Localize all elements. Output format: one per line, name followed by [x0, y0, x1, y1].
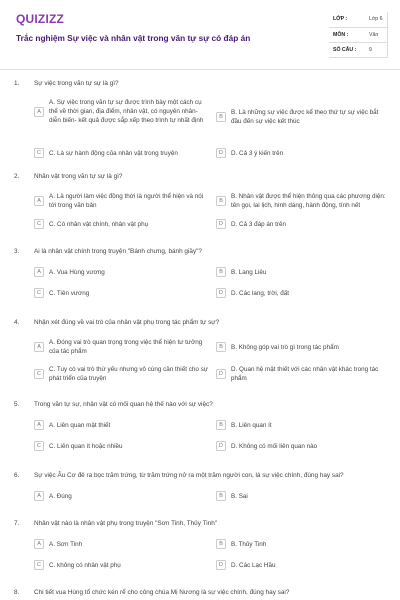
- option-a[interactable]: [34, 98, 209, 125]
- option-letter: A: [34, 539, 44, 549]
- question-number: 7.: [14, 520, 20, 527]
- option-letter: A: [34, 420, 44, 430]
- question-text: Nhân vật nào là nhân vật phụ trong truyện "Sơn Tinh, Thủy Tinh": [34, 520, 218, 527]
- option-text: A. Là người làm việc đồng thời là người thể hiện và nói tới trong văn bản: [49, 193, 204, 210]
- option-b[interactable]: [216, 108, 388, 126]
- question-number: 1.: [14, 80, 20, 87]
- option-d[interactable]: [216, 219, 388, 229]
- option-text: C. Liên quan ít hoặc nhiều: [49, 442, 123, 450]
- question-number: 2.: [14, 173, 20, 180]
- option-letter: D: [216, 288, 226, 298]
- option-letter: A: [34, 107, 44, 117]
- option-text: B. Lang Liêu: [231, 268, 267, 276]
- meta-row-count: [329, 43, 388, 59]
- question-number: 5.: [14, 401, 20, 408]
- option-text: C. không có nhân vật phụ: [49, 561, 121, 569]
- option-text: A. Vua Hùng vương: [49, 268, 105, 276]
- option-letter: D: [216, 560, 226, 570]
- meta-value: Văn: [369, 31, 379, 38]
- option-text: B. Là những sự việc được kể theo thứ tự sự việc bắt đầu đến sự việc kết thúc: [231, 109, 379, 126]
- option-text: C. Có nhân vật chính, nhân vật phụ: [49, 220, 149, 228]
- question-number: 6.: [14, 472, 20, 479]
- option-a[interactable]: [34, 420, 209, 430]
- option-a[interactable]: [34, 192, 209, 210]
- option-d[interactable]: [216, 365, 388, 383]
- option-text: A. Sơn Tinh: [49, 540, 83, 548]
- option-text: B. Nhân vật được thể hiện thông qua các phương diện: tên gọi, lai lịch, hình dáng, hành động, tính nết: [231, 193, 386, 210]
- question-number: 3.: [14, 248, 20, 255]
- question-text: Nhận xét đúng về vai trò của nhân vật phụ trong tác phẩm tự sự?: [34, 319, 220, 326]
- option-d[interactable]: [216, 560, 388, 570]
- option-text: A. Sự việc trong văn tự sự được trình bày một cách cụ thể về thời gian, địa điểm, nhân vật, có nguyên nhân- diễn biến- kết quả được sắp xếp theo trình tự nhất định: [49, 99, 204, 125]
- option-letter: A: [34, 267, 44, 277]
- option-letter: B: [216, 342, 226, 352]
- option-c[interactable]: [34, 365, 209, 383]
- option-text: C. Tuy có vai trò thứ yếu nhưng vô cùng cần thiết cho sự phát triển của truyện: [49, 366, 208, 383]
- question-number: 8.: [14, 589, 20, 596]
- option-letter: C: [34, 148, 44, 158]
- meta-value: 9: [369, 47, 372, 53]
- quizizz-logo: QUIZIZZ: [16, 12, 65, 26]
- option-letter: A: [34, 491, 44, 501]
- question-number: 4.: [14, 319, 20, 326]
- meta-info: [329, 12, 388, 59]
- option-text: D. Các lang, trời, đất: [231, 289, 290, 297]
- option-text: A. Đúng: [49, 492, 72, 500]
- option-letter: C: [34, 288, 44, 298]
- option-text: C. Là sự hành động của nhân vật trong truyện: [49, 149, 178, 157]
- meta-label: LỚP :: [333, 16, 348, 22]
- option-letter: B: [216, 196, 226, 206]
- option-a[interactable]: [34, 491, 209, 501]
- option-b[interactable]: [216, 192, 388, 210]
- option-c[interactable]: [34, 560, 209, 570]
- meta-row-subject: [329, 28, 388, 44]
- meta-row-grade: [329, 12, 388, 28]
- option-letter: D: [216, 441, 226, 451]
- option-b[interactable]: [216, 342, 388, 352]
- meta-value: Lớp 6: [369, 16, 383, 22]
- question-text: Sự việc Âu Cơ đẻ ra bọc trăm trứng, từ trăm trứng nở ra một trăm người con, là sự việc chính, đúng hay sai?: [34, 472, 344, 479]
- page-title: Trắc nghiệm Sự việc và nhân vật trong văn tự sự có đáp án: [16, 33, 251, 43]
- question-text: Ai là nhân vật chính trong truyện "Bánh chưng, bánh giầy"?: [34, 248, 202, 255]
- option-a[interactable]: [34, 267, 209, 277]
- option-text: B. Thủy Tinh: [231, 540, 267, 548]
- page-header: [0, 0, 400, 72]
- option-letter: B: [216, 112, 226, 122]
- meta-label: MÔN :: [333, 31, 349, 38]
- meta-label: SỐ CÂU :: [333, 47, 357, 53]
- option-letter: B: [216, 267, 226, 277]
- option-letter: C: [34, 441, 44, 451]
- option-b[interactable]: [216, 420, 388, 430]
- option-c[interactable]: [34, 441, 209, 451]
- option-text: A. Liên quan mật thiết: [49, 421, 111, 429]
- option-letter: B: [216, 420, 226, 430]
- option-a[interactable]: [34, 338, 209, 356]
- option-letter: A: [34, 196, 44, 206]
- option-letter: D: [216, 148, 226, 158]
- option-a[interactable]: [34, 539, 209, 549]
- option-text: D. Cả 3 đáp án trên: [231, 220, 286, 228]
- option-c[interactable]: [34, 148, 209, 158]
- option-b[interactable]: [216, 267, 388, 277]
- option-letter: C: [34, 219, 44, 229]
- option-text: C. Tiên vương: [49, 289, 90, 297]
- option-letter: A: [34, 342, 44, 352]
- question-text: Nhân vật trong văn tự sự là gì?: [34, 173, 123, 180]
- option-text: B. Liên quan ít: [231, 421, 272, 429]
- header-divider: [0, 69, 400, 70]
- option-text: D. Cả 3 ý kiến trên: [231, 149, 284, 157]
- option-text: D. Các Lạc Hầu: [231, 561, 276, 569]
- option-b[interactable]: [216, 539, 388, 549]
- question-text: Sự việc trong văn tự sự là gì?: [34, 80, 119, 87]
- option-text: B. Sai: [231, 492, 248, 500]
- option-c[interactable]: [34, 288, 209, 298]
- option-b[interactable]: [216, 491, 388, 501]
- option-d[interactable]: [216, 148, 388, 158]
- option-d[interactable]: [216, 441, 388, 451]
- option-letter: D: [216, 369, 226, 379]
- option-text: D. Không có mối liên quan nào: [231, 442, 318, 450]
- option-text: A. Đóng vai trò quan trọng trong việc thể hiện tư tưởng của tác phẩm: [49, 339, 203, 356]
- option-letter: D: [216, 219, 226, 229]
- option-text: B. Không góp vai trò gì trong tác phẩm: [231, 343, 339, 351]
- question-text: Trong văn tự sự, nhân vật có mối quan hệ thế nào với sự việc?: [34, 401, 213, 408]
- option-d[interactable]: [216, 288, 388, 298]
- question-text: Chi tiết vua Hùng tổ chức kén rể cho công chúa Mị Nương là sự việc chính, đúng hay sai?: [34, 589, 290, 596]
- option-letter: C: [34, 369, 44, 379]
- option-letter: B: [216, 491, 226, 501]
- option-letter: C: [34, 560, 44, 570]
- option-letter: B: [216, 539, 226, 549]
- option-c[interactable]: [34, 219, 209, 229]
- option-text: D. Quan hệ mật thiết với các nhân vật khác trong tác phẩm: [231, 366, 379, 383]
